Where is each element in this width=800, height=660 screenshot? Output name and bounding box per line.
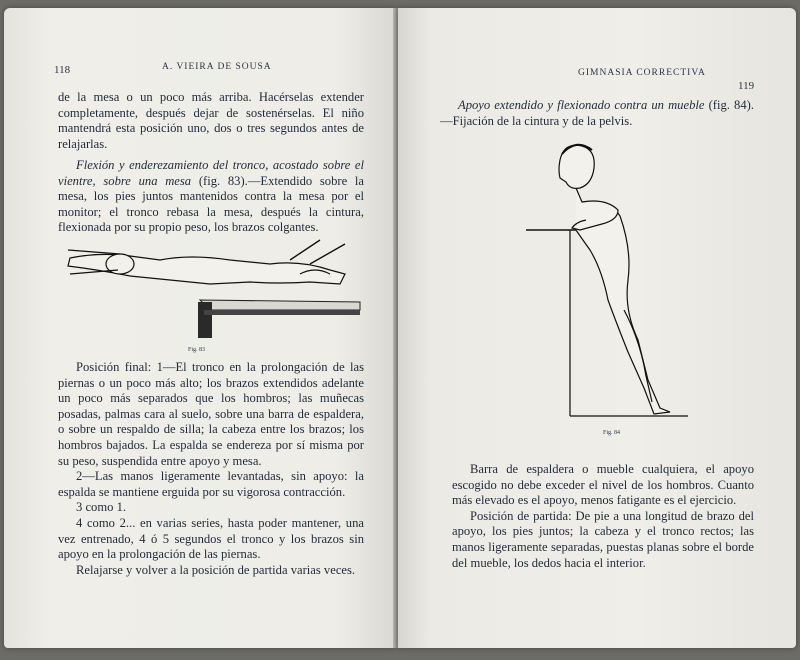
left-exercise-title: Flexión y enderezamiento del tronco, acostado sobre el vientre, sobre una mesa <box>58 158 364 188</box>
final-position-5: Relajarse y volver a la posición de partida varias veces. <box>76 562 356 577</box>
left-exercise-block <box>58 158 364 236</box>
right-exercise-title: Apoyo extendido y flexionado contra un mueble <box>458 98 705 112</box>
final-position-3: 3 como 1. <box>76 500 127 515</box>
left-exercise-text: —Extendido sobre la mesa, los pies juntos mantenidos contra la mesa por el monitor; el tronco rebasa la mesa, después la cintura, flexionada por su propio peso, los brazos colgantes. <box>58 173 364 235</box>
left-final-position-block <box>58 360 364 578</box>
left-paragraph-1: de la mesa o un poco más arriba. Hacérselas extender completamente, después dejar de sostenérselas. El niño mantendrá esta posición uno, dos o tres segundos antes de relajarlas. <box>58 90 364 151</box>
right-running-head: GIMNASIA CORRECTIVA <box>578 68 706 78</box>
figure-84-illustration <box>520 140 690 420</box>
left-page-number: 118 <box>54 64 71 76</box>
right-paragraph-2: Posición de partida: De pie a una longitud de brazo del apoyo, los pies juntos; la cabeza y el tronco rectos; las manos ligeramente separadas, puestas planas sobre el borde del mueble, los dedos hacia el interior. <box>452 508 754 570</box>
right-paragraph-1: Barra de espaldera o mueble cualquiera, el apoyo escogido no debe exceder el nivel de los hombros. Cuanto más elevado es el apoyo, menos fatigante es el ejercicio. <box>452 462 754 508</box>
final-position-4: 4 como 2... en varias series, hasta poder mantener, una vez entrenado, 4 ó 5 segundos el tronco y los brazos sin apoyo en la prolongación de las piernas. <box>58 515 364 562</box>
figure-83-caption: Fig. 83 <box>188 347 206 353</box>
left-exercise-ref: (fig. 83). <box>191 173 248 188</box>
final-position-1: Posición final: 1—El tronco en la prolongación de las piernas o un poco más alto; los brazos extendidos adelante un poco más separados que los hombros; las muñecas posadas, palmas cara al suelo, sobre una barra de espaldera, o sobre un respaldo de silla; la cabeza entre los brazos; los hombros bajados. La espalda se endereza por sí misma por su peso, suspendida entre apoyo y mesa. <box>58 360 364 468</box>
right-body-block <box>452 462 754 571</box>
left-running-head: A. VIEIRA DE SOUSA <box>162 62 272 72</box>
figure-83-illustration <box>60 230 360 340</box>
final-position-2: 2—Las manos ligeramente levantadas, sin apoyo: la espalda se mantiene erguida por su vigorosa contracción. <box>58 469 364 499</box>
right-exercise-ref: (fig. 84). <box>708 98 754 112</box>
right-page-number: 119 <box>738 80 755 92</box>
right-exercise-text: —Fijación de la cintura y de la pelvis. <box>440 113 633 128</box>
right-exercise-block <box>440 98 754 129</box>
figure-84-caption: Fig. 84 <box>603 430 621 436</box>
